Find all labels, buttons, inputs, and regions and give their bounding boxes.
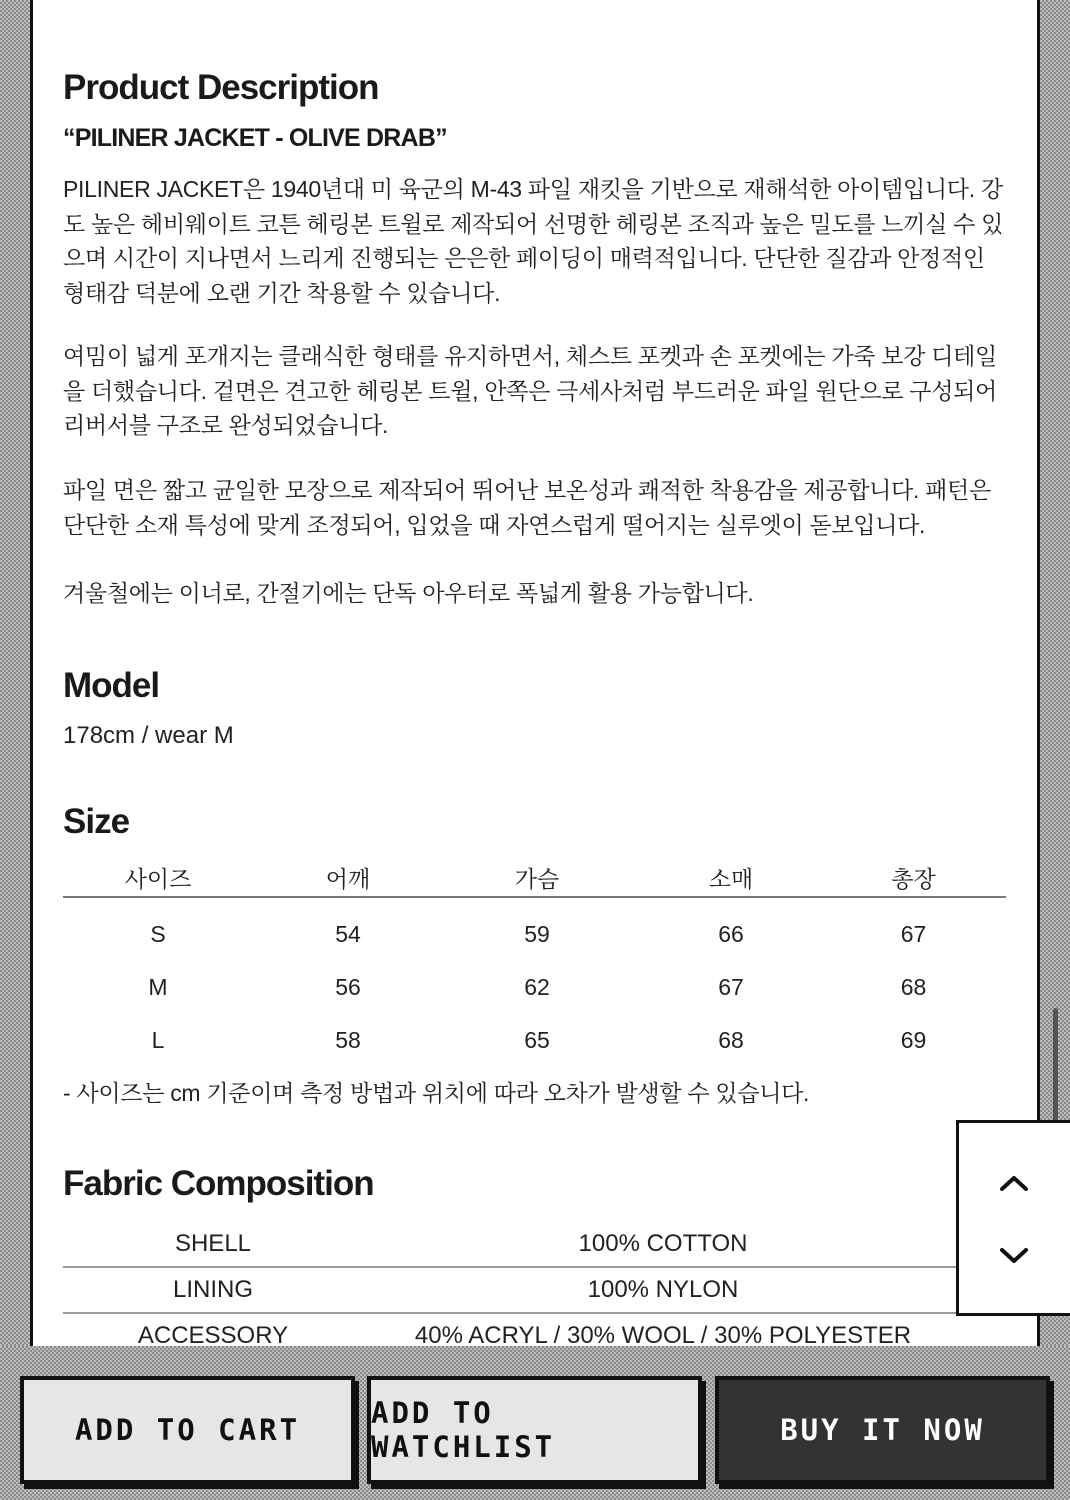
table-cell: 68 — [718, 1027, 744, 1053]
add-to-watchlist-button[interactable]: ADD TO WATCHLIST — [367, 1376, 702, 1484]
scroll-nav-box — [956, 1120, 1070, 1316]
fabric-value: 100% COTTON — [578, 1230, 748, 1257]
table-cell: 56 — [335, 974, 361, 1000]
description-paragraph-4: 겨울철에는 이너로, 간절기에는 단독 아우터로 폭넓게 활용 가능합니다. — [63, 580, 754, 606]
table-cell: 67 — [900, 921, 927, 947]
action-bar — [0, 1346, 1070, 1500]
description-paragraph-3: 파일 면은 짧고 균일한 모장으로 제작되어 뛰어난 보온성과 쾌적한 착용감을 제공합니다. 패턴은 단단한 소재 특성에 맞게 조정되어, 입었을 때 자연스럽게 떨어지는 실루엣이 돋보입니다. — [63, 477, 991, 538]
table-cell: 67 — [718, 974, 744, 1000]
table-row — [63, 1314, 963, 1346]
add-to-cart-button[interactable]: ADD TO CART — [20, 1376, 355, 1484]
table-row — [63, 961, 1006, 1014]
table-cell: 62 — [524, 974, 550, 1000]
table-cell: 68 — [900, 974, 927, 1000]
model-info: 178cm / wear M — [63, 722, 234, 749]
table-cell: 69 — [900, 1027, 927, 1053]
description-paragraph-1: PILINER JACKET은 1940년대 미 육군의 M-43 파일 재킷을 기반으로 재해석한 아이템입니다. 강도 높은 헤비웨이트 코튼 헤링본 트윌로 제작되어 선명한 헤링본 조직과 높은 밀도를 느끼실 수 있으며 시간이 지나면서 느리게 진행되는 은은한 페이딩이 매력적입니다. 단단한 질감과 안정적인 형태감 덕분에 오랜 기간 착용할 수 있습니다. — [63, 176, 1004, 306]
size-header-sleeve: 소매 — [708, 866, 754, 892]
table-cell: 59 — [524, 921, 550, 947]
fabric-table — [63, 1222, 963, 1346]
product-description-heading: Product Description — [63, 68, 379, 107]
fabric-value: 100% NYLON — [587, 1276, 739, 1303]
size-table-header — [63, 862, 1006, 898]
size-header-size: 사이즈 — [124, 866, 192, 892]
model-heading: Model — [63, 666, 160, 705]
fabric-part: LINING — [172, 1276, 253, 1303]
table-row — [63, 1014, 1006, 1067]
table-row — [63, 1222, 963, 1268]
fabric-heading: Fabric Composition — [63, 1164, 374, 1203]
size-header-length: 총장 — [891, 866, 936, 892]
fabric-part: ACCESSORY — [137, 1322, 289, 1346]
table-cell: S — [150, 921, 166, 947]
table-row — [63, 1268, 963, 1314]
scrollbar-thumb[interactable] — [1053, 1008, 1058, 1138]
table-row — [63, 908, 1006, 961]
table-cell: M — [148, 974, 168, 1000]
table-cell: 58 — [335, 1027, 361, 1053]
chevron-up-icon — [999, 1173, 1029, 1193]
table-cell: 65 — [524, 1027, 550, 1053]
fabric-part: SHELL — [174, 1230, 252, 1257]
scroll-down-button[interactable] — [959, 1226, 1069, 1286]
size-header-chest: 가슴 — [514, 866, 560, 892]
buy-it-now-button[interactable]: BUY IT NOW — [715, 1376, 1050, 1484]
product-detail-panel — [30, 0, 1040, 1346]
chevron-down-icon — [999, 1246, 1029, 1266]
table-cell: 66 — [718, 921, 744, 947]
size-table — [63, 862, 1006, 1067]
scroll-up-button[interactable] — [959, 1153, 1069, 1213]
fabric-value: 40% ACRYL / 30% WOOL / 30% POLYESTER — [414, 1322, 912, 1346]
size-note: - 사이즈는 cm 기준이며 측정 방법과 위치에 따라 오차가 발생할 수 있습니다. — [63, 1080, 810, 1106]
description-paragraph-2: 여밈이 넓게 포개지는 클래식한 형태를 유지하면서, 체스트 포켓과 손 포켓에는 가죽 보강 디테일을 더했습니다. 겉면은 견고한 헤링본 트윌, 안쪽은 극세사처럼 부드러운 파일 원단으로 구성되어 리버서블 구조로 완성되었습니다. — [63, 343, 997, 438]
product-subtitle: “PILINER JACKET - OLIVE DRAB” — [63, 124, 447, 152]
table-cell: L — [151, 1027, 165, 1053]
table-cell: 54 — [335, 921, 361, 947]
size-header-shoulder: 어깨 — [325, 866, 371, 892]
size-heading: Size — [63, 802, 130, 841]
